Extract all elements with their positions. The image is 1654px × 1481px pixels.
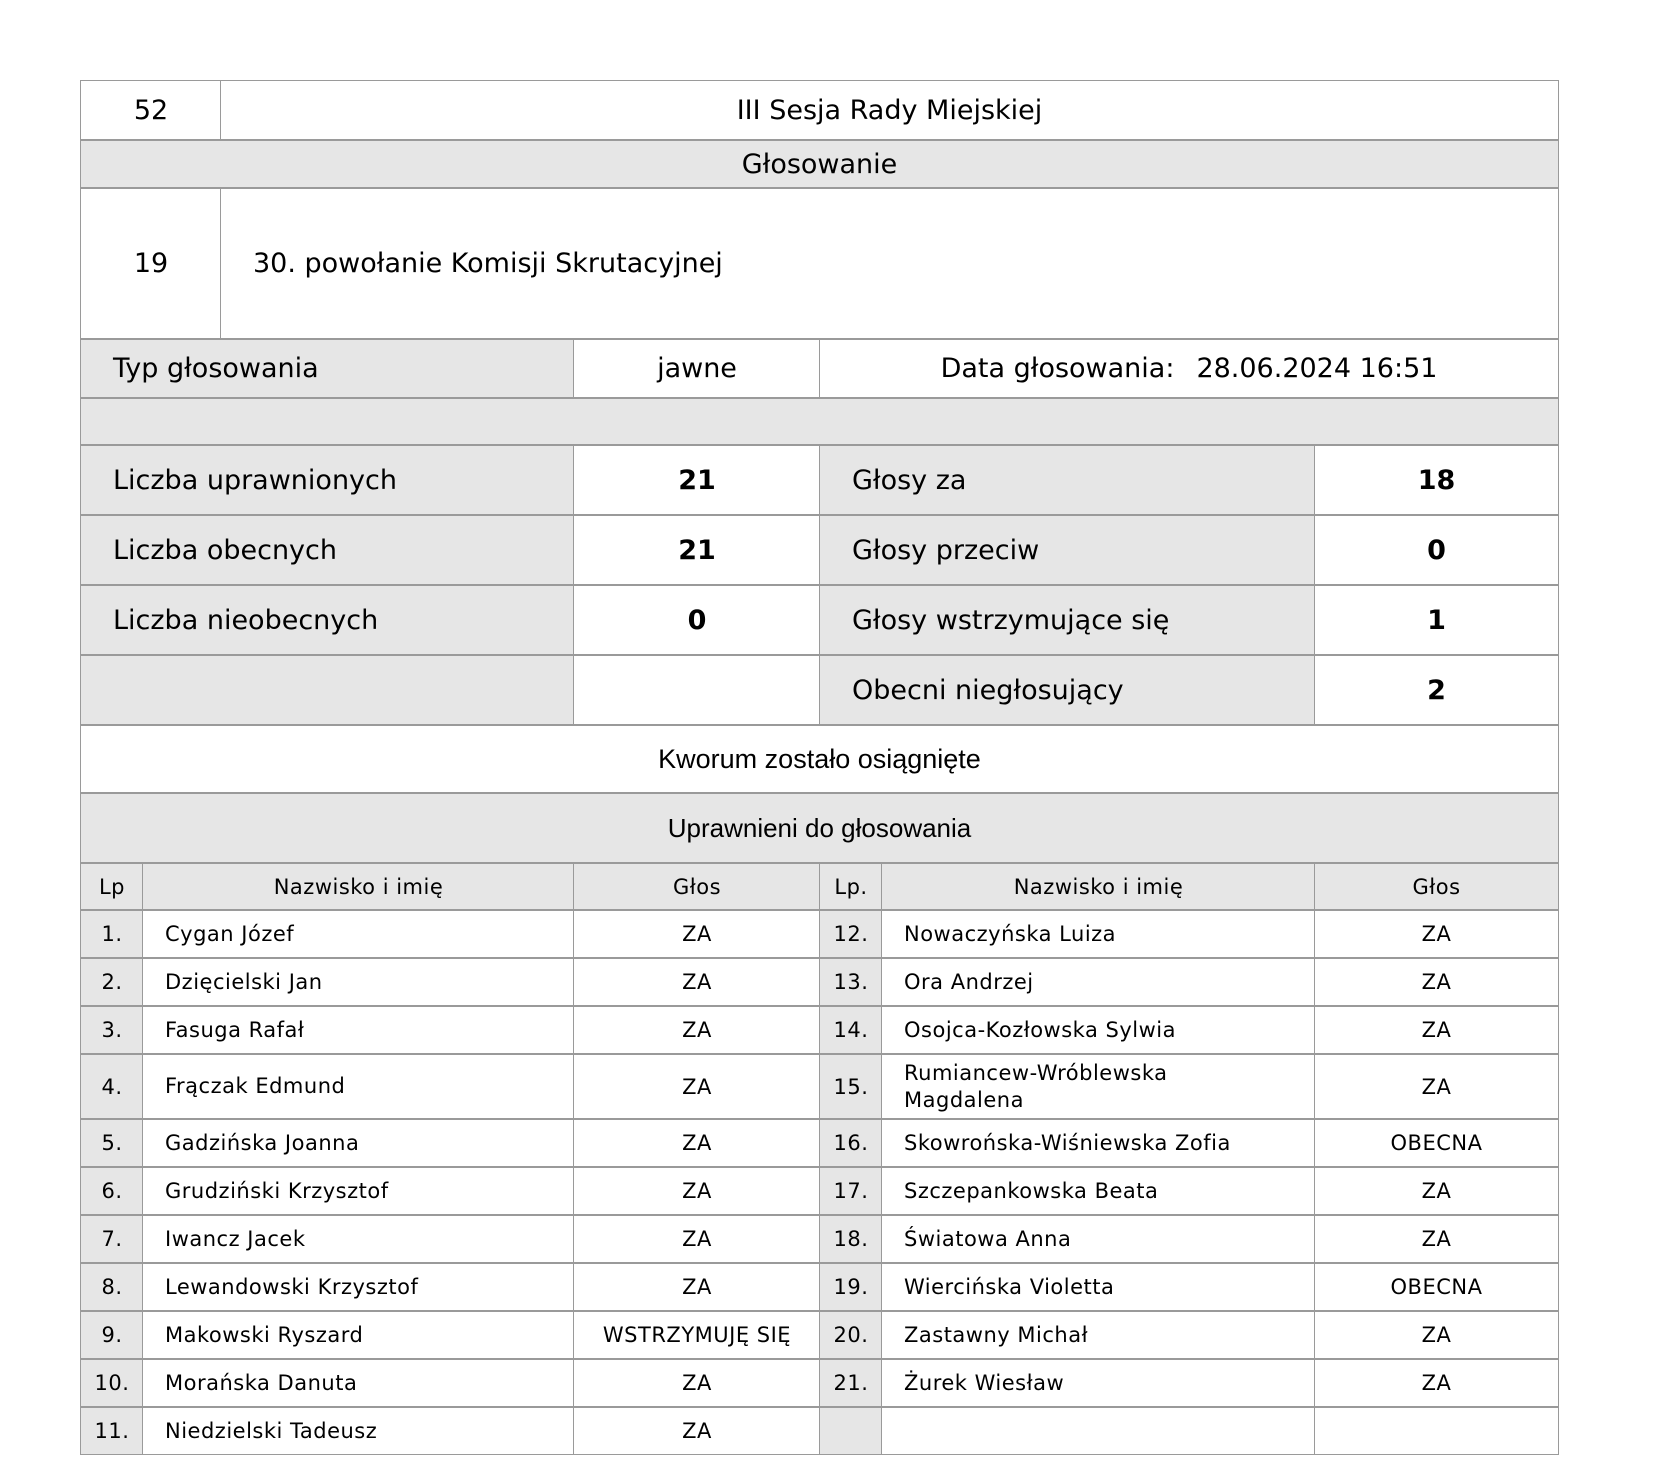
spacer-row: [80, 398, 1559, 445]
name-header-right: Nazwisko i imię: [881, 863, 1316, 910]
voter-lp: 17.: [819, 1167, 883, 1215]
voter-name: Żurek Wiesław: [881, 1359, 1316, 1407]
voter-vote: ZA: [1314, 1311, 1559, 1359]
voter-vote: ZA: [573, 1215, 821, 1263]
stats-row-4: [80, 655, 1559, 725]
eligible-title-row: [80, 793, 1559, 863]
table-row: [80, 1311, 1559, 1359]
eligible-title: Uprawnieni do głosowania: [80, 793, 1559, 863]
votes-abstain-label: Głosy wstrzymujące się: [819, 585, 1316, 655]
present-value: 21: [573, 515, 821, 585]
voter-vote: OBECNA: [1314, 1119, 1559, 1167]
voters-header-row: [80, 863, 1559, 910]
vote-header-right: Głos: [1314, 863, 1559, 910]
voter-vote: ZA: [573, 958, 821, 1006]
voter-name: Wiercińska Violetta: [881, 1263, 1316, 1311]
voter-name: Dzięcielski Jan: [142, 958, 575, 1006]
vote-date-value: 28.06.2024 16:51: [1196, 353, 1438, 384]
voter-lp: 19.: [819, 1263, 883, 1311]
voter-vote: ZA: [1314, 1054, 1559, 1119]
voter-lp: 21.: [819, 1359, 883, 1407]
empty-name-cell: [881, 1407, 1316, 1455]
voter-vote: ZA: [1314, 1006, 1559, 1054]
votes-abstain-value: 1: [1314, 585, 1559, 655]
voter-vote: ZA: [573, 910, 821, 958]
session-number: 52: [80, 80, 222, 140]
empty-lp-cell: [819, 1407, 883, 1455]
voter-lp: 2.: [80, 958, 144, 1006]
table-row: [80, 1263, 1559, 1311]
voter-name: [881, 1054, 1316, 1119]
voter-lp: 15.: [819, 1054, 883, 1119]
voter-vote: OBECNA: [1314, 1263, 1559, 1311]
votes-against-label: Głosy przeciw: [819, 515, 1316, 585]
voter-name: Szczepankowska Beata: [881, 1167, 1316, 1215]
voter-vote: ZA: [573, 1119, 821, 1167]
quorum-text: Kworum zostało osiągnięte: [80, 725, 1559, 793]
table-row: [80, 1054, 1559, 1119]
vote-header-left: Głos: [573, 863, 821, 910]
voter-name: Nowaczyńska Luiza: [881, 910, 1316, 958]
present-label: Liczba obecnych: [80, 515, 575, 585]
voter-name: Osojca-Kozłowska Sylwia: [881, 1006, 1316, 1054]
table-row: [80, 910, 1559, 958]
voter-name: Światowa Anna: [881, 1215, 1316, 1263]
voter-lp: 12.: [819, 910, 883, 958]
vote-date-label: Data głosowania:: [940, 353, 1175, 384]
vote-date: [819, 339, 1559, 398]
vote-type-label: Typ głosowania: [80, 339, 575, 398]
voter-lp: 14.: [819, 1006, 883, 1054]
voter-lp: 11.: [80, 1407, 144, 1455]
voter-vote: ZA: [1314, 958, 1559, 1006]
voter-lp: 16.: [819, 1119, 883, 1167]
voter-vote: ZA: [573, 1359, 821, 1407]
voter-name: Fasuga Rafał: [142, 1006, 575, 1054]
agenda-item-row: [80, 188, 1559, 339]
voter-name: Gadzińska Joanna: [142, 1119, 575, 1167]
voter-lp: 3.: [80, 1006, 144, 1054]
absent-value: 0: [573, 585, 821, 655]
votes-against-value: 0: [1314, 515, 1559, 585]
section-title: Głosowanie: [80, 140, 1559, 188]
votes-for-label: Głosy za: [819, 445, 1316, 515]
voter-vote: ZA: [1314, 1167, 1559, 1215]
voter-name: Morańska Danuta: [142, 1359, 575, 1407]
voter-name: Zastawny Michał: [881, 1311, 1316, 1359]
eligible-label: Liczba uprawnionych: [80, 445, 575, 515]
voter-name: Niedzielski Tadeusz: [142, 1407, 575, 1455]
voter-vote: ZA: [573, 1006, 821, 1054]
voter-vote: ZA: [1314, 1359, 1559, 1407]
voter-name-line2: Magdalena: [904, 1087, 1024, 1112]
vote-type-value: jawne: [573, 339, 821, 398]
voter-lp: 18.: [819, 1215, 883, 1263]
absent-label: Liczba nieobecnych: [80, 585, 575, 655]
voter-lp: 10.: [80, 1359, 144, 1407]
present-not-voting-value: 2: [1314, 655, 1559, 725]
stats-row-1: [80, 445, 1559, 515]
empty-label-cell: [80, 655, 575, 725]
session-header-row: [80, 80, 1559, 140]
voter-vote: ZA: [573, 1263, 821, 1311]
voter-name: Makowski Ryszard: [142, 1311, 575, 1359]
voter-vote: ZA: [1314, 1215, 1559, 1263]
empty-value-cell: [573, 655, 821, 725]
voter-name: Ora Andrzej: [881, 958, 1316, 1006]
voter-vote: ZA: [1314, 910, 1559, 958]
stats-row-2: [80, 515, 1559, 585]
agenda-item-number: 19: [80, 188, 222, 339]
voter-name: Cygan Józef: [142, 910, 575, 958]
voter-lp: 13.: [819, 958, 883, 1006]
table-row: [80, 1006, 1559, 1054]
lp-header-left: Lp: [80, 863, 144, 910]
present-not-voting-label: Obecni niegłosujący: [819, 655, 1316, 725]
voter-name: Skowrońska-Wiśniewska Zofia: [881, 1119, 1316, 1167]
spacer-cell: [80, 398, 1559, 445]
voter-lp: 20.: [819, 1311, 883, 1359]
session-title: III Sesja Rady Miejskiej: [220, 80, 1559, 140]
empty-vote-cell: [1314, 1407, 1559, 1455]
voter-name-line1: Rumiancew-Wróblewska: [904, 1060, 1168, 1085]
voter-name: Lewandowski Krzysztof: [142, 1263, 575, 1311]
voter-lp: 5.: [80, 1119, 144, 1167]
voter-lp: 1.: [80, 910, 144, 958]
voter-lp: 4.: [80, 1054, 144, 1119]
agenda-item-title: 30. powołanie Komisji Skrutacyjnej: [220, 188, 1559, 339]
table-row: [80, 1167, 1559, 1215]
section-title-row: [80, 140, 1559, 188]
votes-for-value: 18: [1314, 445, 1559, 515]
stats-row-3: [80, 585, 1559, 655]
voter-vote: ZA: [573, 1407, 821, 1455]
voter-vote: ZA: [573, 1054, 821, 1119]
table-row: [80, 1119, 1559, 1167]
table-row: [80, 1215, 1559, 1263]
lp-header-right: Lp.: [819, 863, 883, 910]
voter-lp: 9.: [80, 1311, 144, 1359]
quorum-row: [80, 725, 1559, 793]
voting-report: [80, 80, 1559, 1455]
voter-name: Grudziński Krzysztof: [142, 1167, 575, 1215]
voter-vote: WSTRZYMUJĘ SIĘ: [573, 1311, 821, 1359]
vote-type-row: [80, 339, 1559, 398]
voter-vote: ZA: [573, 1167, 821, 1215]
voter-lp: 7.: [80, 1215, 144, 1263]
table-row: [80, 1359, 1559, 1407]
voter-lp: 6.: [80, 1167, 144, 1215]
voter-name: Iwancz Jacek: [142, 1215, 575, 1263]
eligible-value: 21: [573, 445, 821, 515]
table-row: [80, 958, 1559, 1006]
name-header-left: Nazwisko i imię: [142, 863, 575, 910]
voter-lp: 8.: [80, 1263, 144, 1311]
table-row: [80, 1407, 1559, 1455]
voter-name: Frączak Edmund: [142, 1054, 575, 1119]
